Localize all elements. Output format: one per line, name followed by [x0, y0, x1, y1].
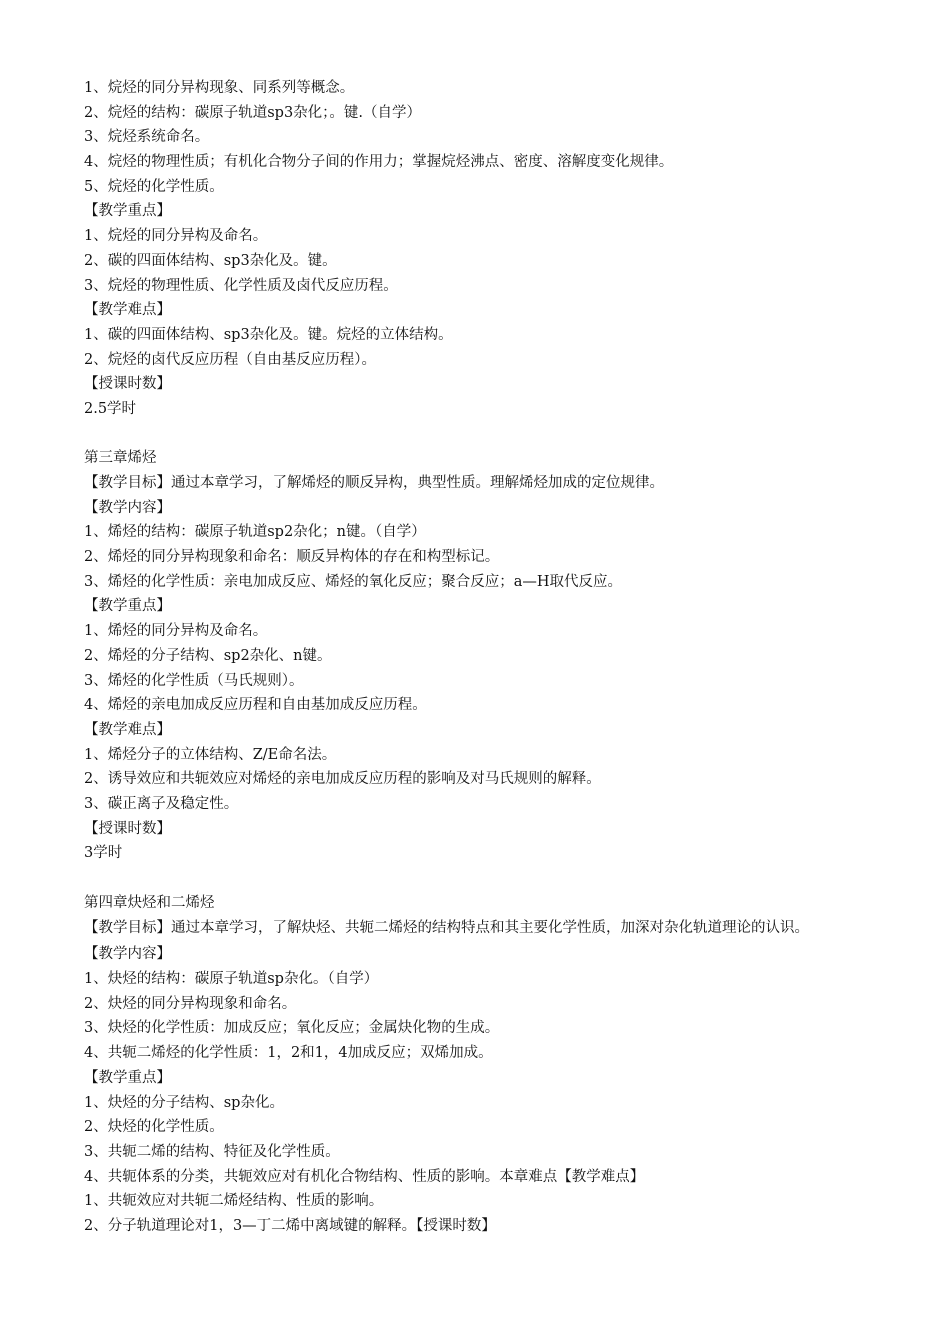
text-line: 2、炔烃的同分异构现象和命名。	[84, 995, 297, 1012]
text-line: 【教学目标】通过本章学习，了解烯烃的顺反异构，典型性质。理解烯烃加成的定位规律。	[84, 475, 664, 491]
section-heading: 【教学内容】	[84, 499, 171, 516]
text-line: 3、烷烃的物理性质、化学性质及卤代反应历程。	[84, 277, 398, 294]
text-line: 1、炔烃的分子结构、sp杂化。	[84, 1094, 284, 1111]
chapter-title: 第三章烯烃	[84, 450, 157, 467]
text-line: 2、烯烃的同分异构现象和命名：顺反异构体的存在和构型标记。	[84, 549, 500, 566]
text-line: 4、共轭体系的分类，共轭效应对有机化合物结构、性质的影响。本章难点【教学难点】	[84, 1168, 645, 1185]
text-line: 3、碳正离子及稳定性。	[84, 795, 239, 812]
blank-line	[84, 866, 884, 891]
text-line: 1、烷烃的同分异构及命名。	[84, 228, 268, 245]
text-line: 【教学目标】通过本章学习，了解炔烃、共轭二烯烃的结构特点和其主要化学性质，加深对杂化轨道理论的认识。	[84, 920, 809, 937]
text-line: 2、烷烃的卤代反应历程（自由基反应历程）。	[84, 351, 376, 368]
text-line: 1、炔烃的结构：碳原子轨道sp杂化。（自学）	[84, 971, 379, 988]
text-line: 2、分子轨道理论对1，3—丁二烯中离域键的解释。【授课时数】	[84, 1217, 496, 1234]
section-heading: 【教学难点】	[84, 302, 171, 319]
text-line: 4、烷烃的物理性质；有机化合物分子间的作用力；掌握烷烃沸点、密度、溶解度变化规律。	[84, 154, 674, 171]
text-line: 2.5学时	[84, 400, 137, 417]
text-line: 3、炔烃的化学性质：加成反应；氧化反应；金属炔化物的生成。	[84, 1020, 500, 1037]
text-line: 3、烯烃的化学性质（马氏规则）。	[84, 672, 304, 689]
text-line: 2、烯烃的分子结构、sp2杂化、n键。	[84, 647, 332, 664]
blank-line	[84, 422, 884, 447]
text-line: 1、碳的四面体结构、sp3杂化及。键。烷烃的立体结构。	[84, 326, 453, 343]
text-line: 2、烷烃的结构：碳原子轨道sp3杂化；。键.（自学）	[84, 104, 422, 121]
section-heading: 【教学重点】	[84, 1069, 171, 1086]
text-line: 3、共轭二烯的结构、特征及化学性质。	[84, 1143, 340, 1160]
text-line: 5、烷烃的化学性质。	[84, 178, 224, 195]
text-line: 4、烯烃的亲电加成反应历程和自由基加成反应历程。	[84, 697, 427, 714]
text-line: 1、烯烃分子的立体结构、Z/E命名法。	[84, 746, 337, 763]
text-line: 2、诱导效应和共轭效应对烯烃的亲电加成反应历程的影响及对马氏规则的解释。	[84, 771, 601, 788]
section-heading: 【授课时数】	[84, 820, 171, 837]
text-line: 2、碳的四面体结构、sp3杂化及。键。	[84, 252, 337, 269]
section-heading: 【教学重点】	[84, 203, 171, 220]
text-line: 4、共轭二烯烃的化学性质：1，2和1，4加成反应；双烯加成。	[84, 1045, 493, 1062]
text-line: 1、烷烃的同分异构现象、同系列等概念。	[84, 80, 355, 96]
section-heading: 【授课时数】	[84, 376, 171, 393]
text-line: 1、共轭效应对共轭二烯烃结构、性质的影响。	[84, 1193, 384, 1210]
text-line: 1、烯烃的同分异构及命名。	[84, 623, 268, 640]
text-line: 3、烯烃的化学性质：亲电加成反应、烯烃的氧化反应；聚合反应；a—H取代反应。	[84, 573, 623, 590]
section-heading: 【教学重点】	[84, 598, 171, 615]
text-line: 1、烯烃的结构：碳原子轨道sp2杂化；n键。（自学）	[84, 524, 426, 541]
chapter-title: 第四章炔烃和二烯烃	[84, 894, 215, 911]
document-page	[84, 76, 884, 1239]
text-line: 2、炔烃的化学性质。	[84, 1119, 224, 1136]
section-heading: 【教学内容】	[84, 946, 171, 963]
text-line: 3学时	[84, 845, 123, 862]
section-heading: 【教学难点】	[84, 721, 171, 738]
text-line: 3、烷烃系统命名。	[84, 129, 210, 146]
